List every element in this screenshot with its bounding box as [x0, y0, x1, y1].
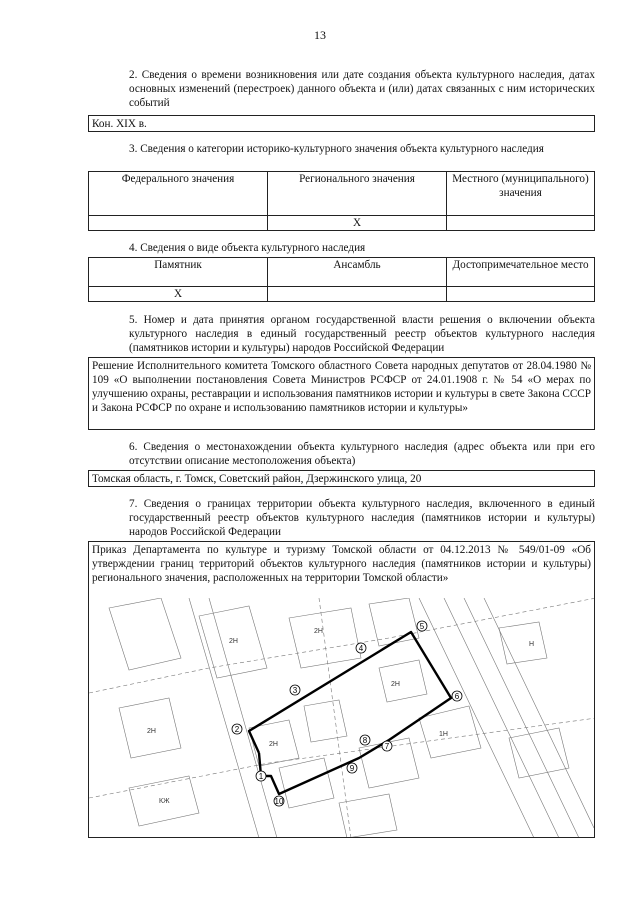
section-7-value: Приказ Департамента по культуре и туризму Томской области от 04.12.2013 № 549/01-09 «Об утверждении границ территорий объектов культурного наследия (памятников истории и культуры) регионального значения, расположенных на территории Томской области»	[88, 541, 595, 599]
type-ensemble-mark	[268, 287, 447, 302]
category-table	[88, 171, 595, 231]
category-municipal-mark	[447, 216, 595, 231]
boundary-map	[88, 598, 595, 838]
section-4-heading: 4. Сведения о виде объекта культурного наследия	[129, 242, 366, 254]
section-6-value: Томская область, г. Томск, Советский район, Дзержинского улица, 20	[88, 470, 595, 487]
category-federal: Федерального значения	[89, 172, 268, 216]
point-9-label: 9	[349, 764, 355, 773]
type-landmark-mark	[447, 287, 595, 302]
page-number: 13	[314, 28, 326, 42]
point-3-label: 3	[292, 686, 298, 695]
section-5-heading: 5. Номер и дата принятия органом государственной власти решения о включении объекта культурного наследия в единый государственный реестр объектов культурного наследия (памятников истории и культуры) народов Российской Федерации	[129, 314, 595, 355]
point-2-label: 2	[234, 725, 240, 734]
building-label: 2Н	[229, 638, 238, 645]
building-label: Н	[529, 641, 535, 648]
point-4-label: 4	[358, 644, 364, 653]
point-8-label: 8	[362, 736, 368, 745]
section-3-heading: 3. Сведения о категории историко-культурного значения объекта культурного наследия	[129, 143, 544, 155]
boundary-map-drawing	[89, 598, 595, 838]
building-label: 2Н	[391, 681, 400, 688]
category-municipal: Местного (муниципального) значения	[447, 172, 595, 216]
point-5-label: 5	[419, 622, 425, 631]
type-landmark: Достопримечательное место	[447, 258, 595, 287]
point-6-label: 6	[454, 692, 460, 701]
section-2-value: Кон. XIX в.	[88, 115, 595, 132]
point-7-label: 7	[384, 742, 390, 751]
point-10-label: 10	[274, 797, 284, 806]
type-table	[88, 257, 595, 302]
category-federal-mark	[89, 216, 268, 231]
building-label: КЖ	[159, 798, 170, 805]
building-label: 1Н	[439, 731, 448, 738]
section-6-heading: 6. Сведения о местонахождении объекта культурного наследия (адрес объекта или при его отсутствии описание местоположения объекта)	[129, 441, 595, 468]
section-7-heading: 7. Сведения о границах территории объекта культурного наследия, включенного в единый государственный реестр объектов культурного наследия (памятников истории и культуры) народов Российской Федерации	[129, 498, 595, 539]
point-1-label: 1	[258, 772, 264, 781]
section-2-heading: 2. Сведения о времени возникновения или дате создания объекта культурного наследия, датах основных изменений (перестроек) данного объекта и (или) датах связанных с ним исторических событий	[129, 69, 595, 110]
category-regional: Регионального значения	[268, 172, 447, 216]
type-ensemble: Ансамбль	[268, 258, 447, 287]
category-regional-mark: X	[268, 216, 447, 231]
building-label: 2Н	[314, 628, 323, 635]
type-monument: Памятник	[89, 258, 268, 287]
building-label: 2Н	[269, 741, 278, 748]
building-label: 2Н	[147, 728, 156, 735]
section-5-value: Решение Исполнительного комитета Томского областного Совета народных депутатов от 28.04.1980 № 109 «О выполнении постановления Совета Министров РСФСР от 24.01.1908 г. № 54 «О мерах по улучшению охраны, реставрации и использования памятников истории и культуры в свете Закона СССР и Закона РСФСР по охране и использованию памятников истории и культуры»	[88, 357, 595, 430]
type-monument-mark: X	[89, 287, 268, 302]
